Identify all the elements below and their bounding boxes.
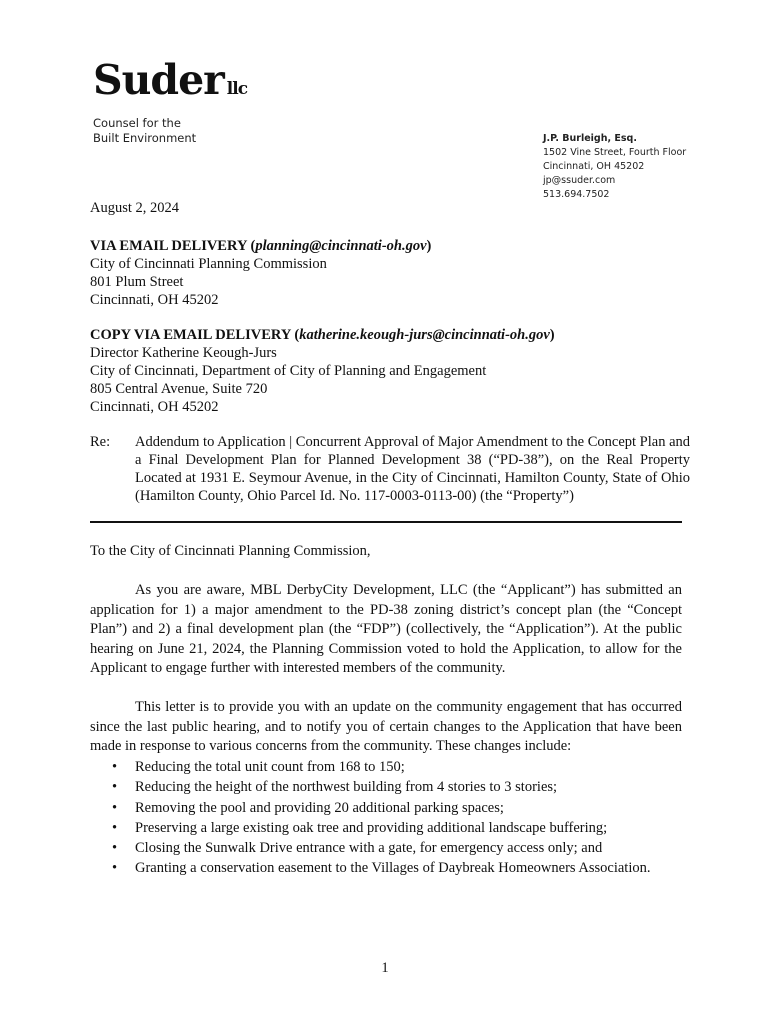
recipient-heading-prefix: VIA EMAIL DELIVERY ( <box>90 238 256 254</box>
recipient-heading-suffix: ) <box>426 238 432 254</box>
paragraph-1-text: As you are aware, MBL DerbyCity Development, LLC (the “Applicant”) has submitted an application for 1) a major amendment to the PD-38 zoning district’s concept plan (the “Concept Plan”) and 2) a final development plan (the “FDP”) (collectively, the “Application”). At the public hearing on June 21, 2024, the Planning Commission voted to hold the Application, to allow for the Applicant to engage further with interested members of the community. <box>90 582 682 676</box>
salutation: To the City of Cincinnati Planning Commission, <box>90 543 371 559</box>
logo-name: Suder <box>93 56 224 104</box>
divider-rule <box>90 521 682 523</box>
recipient-line-2: 801 Plum Street <box>90 274 184 290</box>
copy-block <box>90 326 555 416</box>
paragraph-2-text: This letter is to provide you with an update on the community engagement that has occurred since the last public hearing, and to notify you of certain changes to the Application that have been made in response to various concerns from the community. These changes include: <box>90 699 682 754</box>
list-item-text: Granting a conservation easement to the Villages of Daybreak Homeowners Association. <box>135 860 651 877</box>
bullet-icon: • <box>112 840 118 857</box>
changes-list <box>90 757 682 879</box>
copy-line-4: Cincinnati, OH 45202 <box>90 399 219 415</box>
letter-date: August 2, 2024 <box>90 200 180 216</box>
bullet-icon: • <box>112 799 118 816</box>
subject-label: Re: <box>90 434 111 450</box>
copy-line-1: Director Katherine Keough-Jurs <box>90 345 277 361</box>
list-item <box>90 777 682 797</box>
firm-logo <box>93 57 247 146</box>
list-item <box>90 838 682 858</box>
sender-address-2: Cincinnati, OH 45202 <box>543 161 645 172</box>
bullet-icon: • <box>112 759 118 775</box>
logo-wordmark <box>93 57 247 112</box>
recipient-block <box>90 237 431 309</box>
paragraph-1 <box>90 581 682 679</box>
sender-name: J.P. Burleigh, Esq. <box>543 133 637 144</box>
recipient-line-1: City of Cincinnati Planning Commission <box>90 256 327 272</box>
copy-heading-prefix: COPY VIA EMAIL DELIVERY ( <box>90 327 300 343</box>
copy-line-3: 805 Central Avenue, Suite 720 <box>90 381 268 397</box>
list-item-text: Removing the pool and providing 20 additional parking spaces; <box>135 799 504 816</box>
logo-tagline-line-2: Built Environment <box>93 131 197 145</box>
copy-line-2: City of Cincinnati, Department of City of Planning and Engagement <box>90 363 487 379</box>
list-item <box>90 858 682 878</box>
bullet-icon: • <box>112 779 118 796</box>
sender-phone: 513.694.7502 <box>543 189 610 200</box>
sender-address-1: 1502 Vine Street, Fourth Floor <box>543 147 687 158</box>
list-item <box>90 818 682 838</box>
bullet-icon: • <box>112 819 118 836</box>
paragraph-2 <box>90 698 682 757</box>
list-item-text: Reducing the total unit count from 168 to 150; <box>135 759 405 775</box>
sender-email[interactable]: jp@ssuder.com <box>543 175 616 186</box>
list-item-text: Reducing the height of the northwest building from 4 stories to 3 stories; <box>135 779 558 796</box>
copy-heading <box>90 326 555 344</box>
copy-email[interactable]: katherine.keough-jurs@cincinnati-oh.gov <box>299 327 550 343</box>
logo-tagline <box>93 116 247 146</box>
recipient-line-3: Cincinnati, OH 45202 <box>90 292 219 308</box>
list-item-text: Closing the Sunwalk Drive entrance with a gate, for emergency access only; and <box>135 840 603 857</box>
list-item <box>90 757 682 777</box>
subject-line <box>90 433 690 505</box>
copy-heading-suffix: ) <box>549 327 555 343</box>
logo-suffix: llc <box>226 79 248 99</box>
page-number: 1 <box>381 960 389 976</box>
list-item-text: Preserving a large existing oak tree and providing additional landscape buffering; <box>135 819 608 836</box>
logo-tagline-line-1: Counsel for the <box>93 116 181 130</box>
recipient-email[interactable]: planning@cincinnati-oh.gov <box>255 238 427 254</box>
subject-text: Addendum to Application | Concurrent Approval of Major Amendment to the Concept Plan and a Final Development Plan for Planned Development 38 (“PD-38”), on the Real Property Located at 1931 E. Seymour Avenue, in the City of Cincinnati, Hamilton County, State of Ohio (Hamilton County, Ohio Parcel Id. No. 117-0003-0113-00) (the “Property”) <box>135 434 691 504</box>
sender-info <box>543 132 686 202</box>
bullet-icon: • <box>112 860 118 877</box>
list-item <box>90 798 682 818</box>
recipient-heading <box>90 237 431 255</box>
